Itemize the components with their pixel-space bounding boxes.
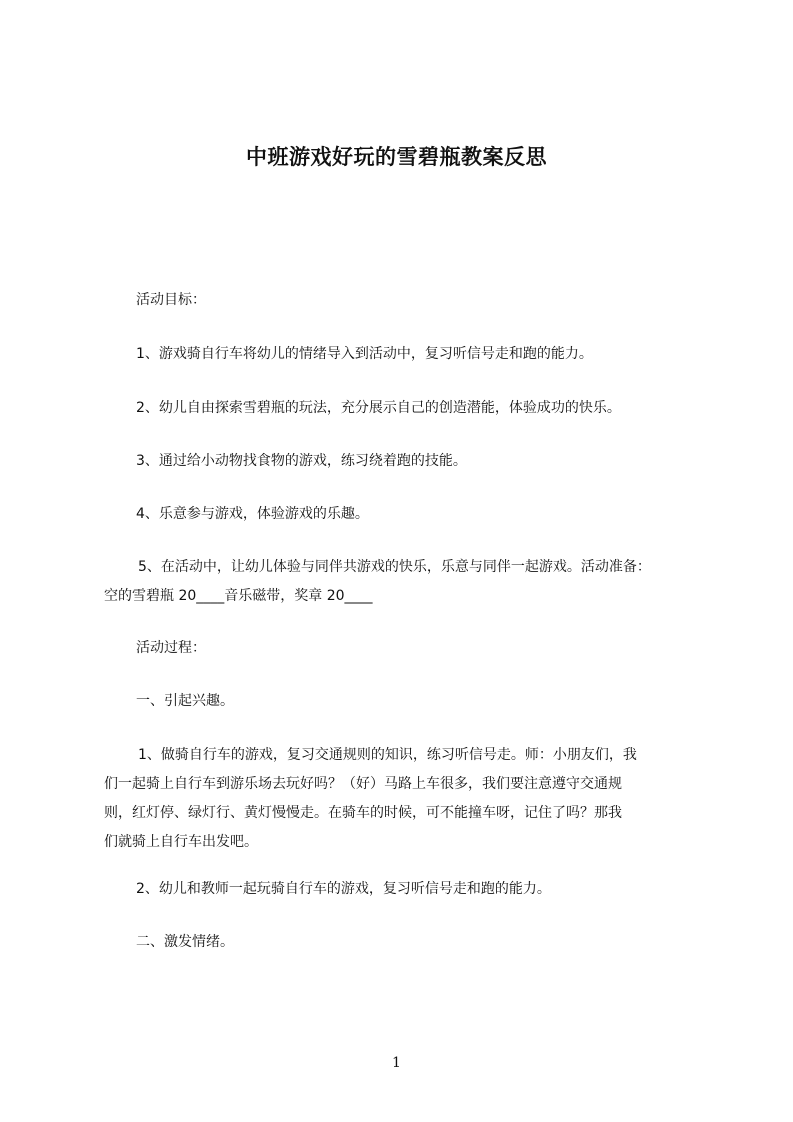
goal-item-4: 4、乐意参与游戏，体验游戏的乐趣。: [136, 506, 369, 522]
goals-heading: 活动目标：: [136, 292, 206, 308]
step-1-line-2: 们一起骑上自行车到游乐场去玩好吗？（好）马路上车很多，我们要注意遵守交通规: [104, 776, 622, 792]
step-1-line-1: 1、做骑自行车的游戏，复习交通规则的知识，练习听信号走。师：小朋友们，我: [138, 747, 637, 763]
section-heading-2: 二、激发情绪。: [136, 934, 234, 950]
process-heading: 活动过程：: [136, 640, 206, 656]
step-item-1: [104, 741, 637, 857]
goal-item-1: 1、游戏骑自行车将幼儿的情绪导入到活动中，复习听信号走和跑的能力。: [136, 346, 593, 362]
goal-item-2: 2、幼儿自由探索雪碧瓶的玩法，充分展示自己的创造潜能，体验成功的快乐。: [136, 400, 621, 416]
step-item-2: 2、幼儿和教师一起玩骑自行车的游戏，复习听信号走和跑的能力。: [136, 881, 551, 897]
goal-item-3: 3、通过给小动物找食物的游戏，练习绕着跑的技能。: [136, 453, 467, 469]
step-1-line-4: 们就骑上自行车出发吧。: [104, 834, 258, 850]
goal-item-5: [104, 553, 651, 611]
section-heading-1: 一、引起兴趣。: [136, 693, 234, 709]
page-title: 中班游戏好玩的雪碧瓶教案反思: [246, 145, 547, 169]
goal-5-line-2: 空的雪碧瓶 20____音乐磁带，奖章 20____: [104, 588, 373, 604]
step-1-line-3: 则，红灯停、绿灯行、黄灯慢慢走。在骑车的时候，可不能撞车呀，记住了吗？那我: [104, 805, 622, 821]
goal-5-line-1: 5、在活动中，让幼儿体验与同伴共游戏的快乐，乐意与同伴一起游戏。活动准备：: [138, 559, 651, 575]
page-number: 1: [392, 1055, 401, 1071]
